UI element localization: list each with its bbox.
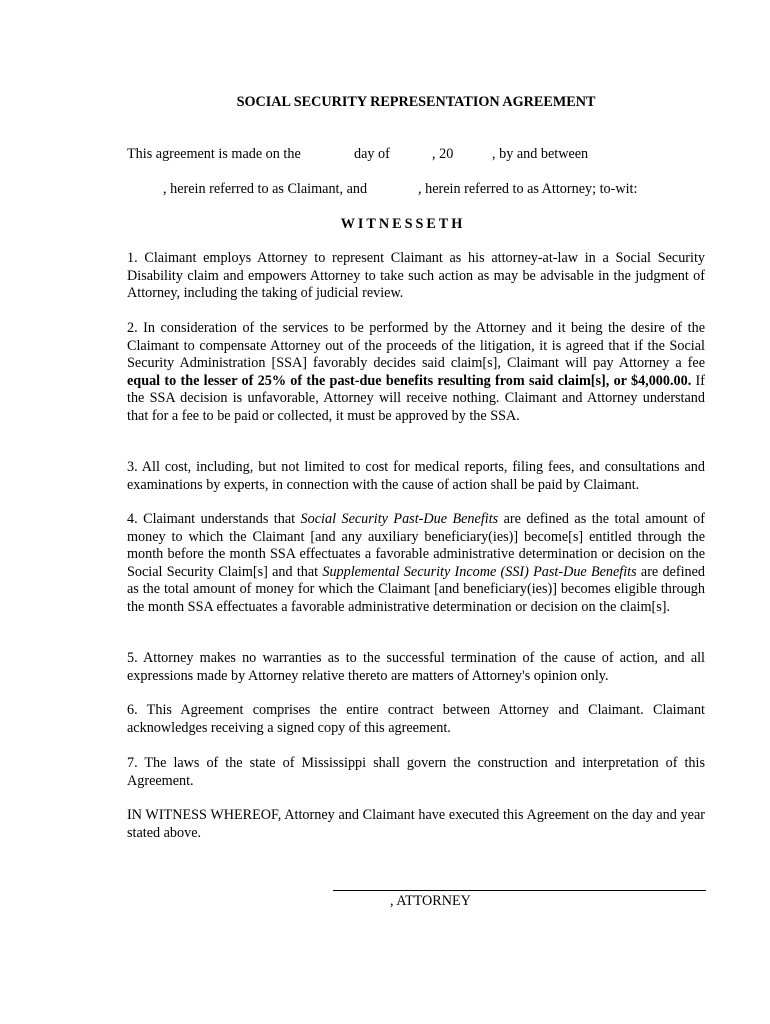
intro-day-of: day of [354, 146, 390, 162]
paragraph-2-fee-terms: equal to the lesser of 25% of the past-due benefits resulting from said claim[s], or $4,000.00. [127, 372, 692, 389]
intro-by-and-between: , by and between [492, 146, 589, 162]
paragraph-4-text-b: are defined as the total amount of money to which the Claimant [and any auxiliary beneficiary(ies)] become[s] entitled through the month before the month SSA effectuates a favorable administrative determination or decision on the Social Security Claim[s] and that [127, 511, 705, 580]
paragraph-4 [127, 511, 705, 617]
paragraph-4-text-a: 4. Claimant understands that [127, 511, 301, 527]
paragraph-4-term-ssa: Social Security Past-Due Benefits [300, 511, 499, 527]
paragraph-1: 1. Claimant employs Attorney to represent Claimant as his attorney-at-law in a Social Security Disability claim and empowers Attorney to take such action as may be advisable in the judgment of Attorney, including the taking of judicial review. [127, 250, 705, 302]
intro-claimant-ref: , herein referred to as Claimant, and [163, 181, 368, 197]
paragraph-2-text-a: 2. In consideration of the services to be performed by the Attorney and it being the desire of the Claimant to compensate Attorney out of the proceeds of the litigation, it is agreed that if the Social Security Administration [SSA] favorably decides said claim[s], Claimant will pay Attorney a fee [127, 320, 705, 372]
document-title: SOCIAL SECURITY REPRESENTATION AGREEMENT [236, 94, 596, 110]
paragraph-7: 7. The laws of the state of Mississippi shall govern the construction and interpretation of this Agreement. [127, 755, 705, 789]
in-witness-paragraph: IN WITNESS WHEREOF, Attorney and Claimant have executed this Agreement on the day and year stated above. [127, 807, 705, 841]
paragraph-4-term-ssi: Supplemental Security Income (SSI) Past-Due Benefits [322, 563, 637, 580]
paragraph-4-text-c: are defined as the total amount of money for which the Claimant [and beneficiary(ies)] becomes eligible through the month SSA effectuates a favorable administrative determination or decision on the claim[s]. [127, 563, 705, 615]
paragraph-3: 3. All cost, including, but not limited to cost for medical reports, filing fees, and consultations and examinations by experts, in connection with the cause of action shall be paid by Claimant. [127, 459, 705, 493]
intro-year: , 20 [432, 146, 454, 162]
paragraph-6: 6. This Agreement comprises the entire contract between Attorney and Claimant. Claimant acknowledges receiving a signed copy of this agreement. [127, 702, 705, 736]
paragraph-2-text-b: If the SSA decision is unfavorable, Attorney will receive nothing. Claimant and Attorney understand that for a fee to be paid or collected, it must be approved by the SSA. [127, 372, 706, 424]
intro-attorney-ref: , herein referred to as Attorney; to-wit: [418, 181, 638, 197]
attorney-signature-label: , ATTORNEY [390, 893, 471, 909]
signature-line [333, 890, 706, 891]
intro-made-on: This agreement is made on the [127, 146, 301, 162]
paragraph-5: 5. Attorney makes no warranties as to the successful termination of the cause of action, and all expressions made by Attorney relative thereto are matters of Attorney's opinion only. [127, 650, 705, 684]
witnesseth-heading: WITNESSETH [340, 216, 466, 232]
paragraph-2 [127, 320, 705, 426]
